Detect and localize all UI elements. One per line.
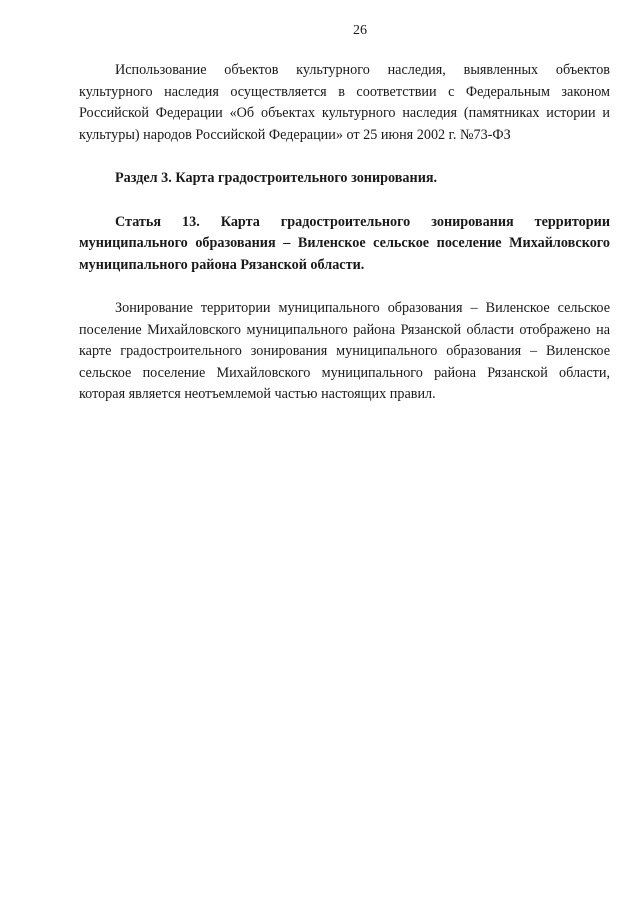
article-heading: Статья 13. Карта градостроительного зонирования территории муниципального образования – Виленское сельское поселение Михайловского муниципального района Рязанской области. [79, 213, 610, 273]
zoning-paragraph: Зонирование территории муниципального образования – Виленское сельское поселение Михайловского муниципального района Рязанской области отображено на карте градостроительного зонирования муниципального образования – Виленское сельское поселение Михайловского муниципального района Рязанской области, которая является неотъемлемой частью настоящих правил. [79, 300, 610, 402]
heritage-paragraph: Использование объектов культурного наследия, выявленных объектов культурного наследия осуществляется в соответствии с Федеральным законом Российской Федерации «Об объектах культурного наследия (памятниках истории и культуры) народов Российской Федерации» от 25 июня 2002 г. №73-ФЗ [79, 62, 610, 143]
page-number: 26 [353, 23, 367, 38]
page-content [79, 60, 610, 406]
section-heading: Раздел 3. Карта градостроительного зонирования. [115, 170, 438, 186]
